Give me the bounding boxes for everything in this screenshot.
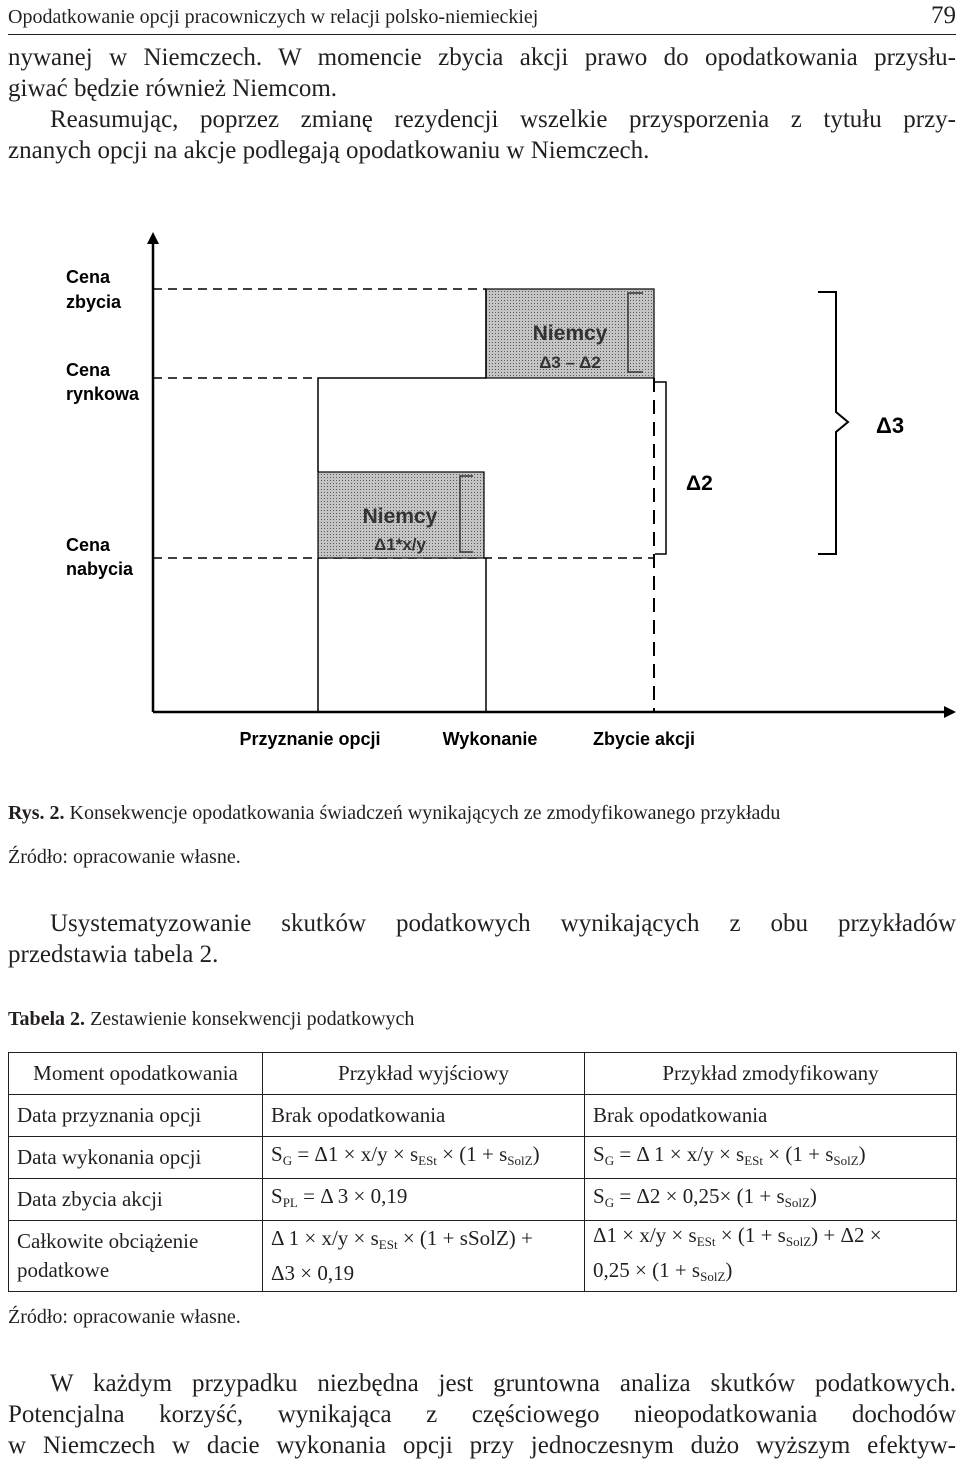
paragraph-1-line-2: giwać będzie również Niemcom.: [8, 75, 338, 102]
table-cell-formula: $S_G = \Delta$ $1 \times x/y \times s_{ESt} \times (1 + s_{SolZ})$: [585, 1137, 957, 1179]
table-caption: [8, 1008, 414, 1031]
paragraph-3: [8, 1368, 956, 1461]
table-cell-formula: $S_G = \Delta 2 \times 0,25\times (1 + s_{SolZ})$: [585, 1179, 957, 1221]
figure-diagram: [0, 222, 960, 752]
running-title: Opodatkowanie opcji pracowniczych w relacji polsko-niemieckiej: [8, 6, 539, 28]
table-cell-formula: $\Delta 1 \times x/y \times s_{ESt} \times (1 + s_{SolZ}) + \Delta 2$ × $0,25 \times (1 + s_{SolZ})$: [585, 1221, 957, 1292]
table-cell: Data zbycia akcji: [9, 1179, 263, 1221]
table-header-modified: Przykład zmodyfikowany: [585, 1053, 957, 1095]
x-label-sale: Zbycie akcji: [592, 729, 696, 749]
delta2-label: Δ2: [686, 472, 713, 495]
x-label-grant: Przyznanie opcji: [239, 729, 381, 749]
table-caption-title: Zestawienie konsekwencji podatkowych: [90, 1008, 415, 1030]
figure-caption-text: Konsekwencje opodatkowania świadczeń wynikających ze zmodyfikowanego przykładu: [69, 802, 781, 824]
germany-label-lower: Niemcy: [362, 505, 438, 528]
paragraph-1-line-3: Reasumując, poprzez zmianę rezydencji wszelkie przysporzenia z tytułu przy-: [50, 106, 956, 133]
figure-source: Źródło: opracowanie własne.: [8, 846, 241, 868]
y-label-purchase-price-2: nabycia: [66, 559, 134, 579]
table-cell: Data wykonania opcji: [9, 1137, 263, 1179]
y-label-purchase-price-1: Cena: [66, 535, 111, 555]
figure-caption: [8, 802, 780, 825]
table-row: [9, 1179, 957, 1221]
y-axis-arrow-icon: [147, 232, 159, 244]
x-axis-arrow-icon: [944, 706, 956, 718]
delta-label-upper: Δ3 – Δ2: [539, 353, 601, 372]
table-row: [9, 1137, 957, 1179]
paragraph-1: [8, 42, 956, 166]
paragraph-1-line-4: znanych opcji na akcje podlegają opodatkowaniu w Niemczech.: [8, 137, 650, 164]
table-cell: Całkowite obciążenie podatkowe: [9, 1221, 263, 1292]
table-source: Źródło: opracowanie własne.: [8, 1306, 241, 1328]
table-row: [9, 1095, 957, 1137]
figure-caption-label: Rys. 2.: [8, 802, 65, 824]
price-step-outline: [318, 289, 486, 472]
table-cell: Brak opodatkowania: [263, 1095, 585, 1137]
germany-label-upper: Niemcy: [532, 322, 608, 345]
table-cell: Data przyznania opcji: [9, 1095, 263, 1137]
paragraph-2: [8, 908, 956, 970]
running-header: [8, 0, 956, 35]
delta3-brace: [818, 292, 848, 554]
paragraph-3-line-3: w Niemczech w dacie wykonania opcji przy jednoczesnym dużo wyższym efektyw-: [8, 1432, 956, 1459]
table-cell-formula: $S_{PL} = \Delta$ 3 × 0,19: [263, 1179, 585, 1221]
y-label-sale-price-2: zbycia: [66, 292, 122, 312]
paragraph-2-line-1: Usystematyzowanie skutków podatkowych wynikających z obu przykładów: [50, 910, 956, 937]
x-label-exercise: Wykonanie: [442, 729, 538, 749]
paragraph-3-line-1: W każdym przypadku niezbędna jest gruntowna analiza skutków podatkowych.: [50, 1370, 956, 1397]
y-label-sale-price-1: Cena: [66, 267, 111, 287]
table-cell-formula: $S_G = \Delta 1 \times x/y \times s_{ESt} \times (1 + s_{SolZ})$: [263, 1137, 585, 1179]
delta3-label: Δ3: [876, 413, 905, 438]
delta2-bracket: [655, 382, 666, 554]
table-cell-formula: Δ $1 \times x/y \times s_{ESt} \times (1$ + sSolZ) + Δ3 × 0,19: [263, 1221, 585, 1292]
table-caption-label: Tabela 2.: [8, 1008, 86, 1030]
table-header-row: [9, 1053, 957, 1095]
table-header-original: Przykład wyjściowy: [263, 1053, 585, 1095]
paragraph-3-line-2: Potencjalna korzyść, wynikająca z częściowego nieopodatkowania dochodów: [8, 1401, 956, 1428]
paragraph-1-line-1: nywanej w Niemczech. W momencie zbycia akcji prawo do opodatkowania przysłu-: [8, 44, 956, 71]
table-cell: Brak opodatkowania: [585, 1095, 957, 1137]
y-label-market-price-2: rynkowa: [66, 384, 140, 404]
y-label-market-price-1: Cena: [66, 360, 111, 380]
delta-label-lower: Δ1*x/y: [374, 535, 426, 554]
paragraph-2-line-2: przedstawia tabela 2.: [8, 941, 219, 968]
tax-consequences-table: [8, 1052, 957, 1292]
table-header-moment: Moment opodatkowania: [9, 1053, 263, 1095]
page-number: 79: [931, 2, 956, 29]
table-row: [9, 1221, 957, 1292]
